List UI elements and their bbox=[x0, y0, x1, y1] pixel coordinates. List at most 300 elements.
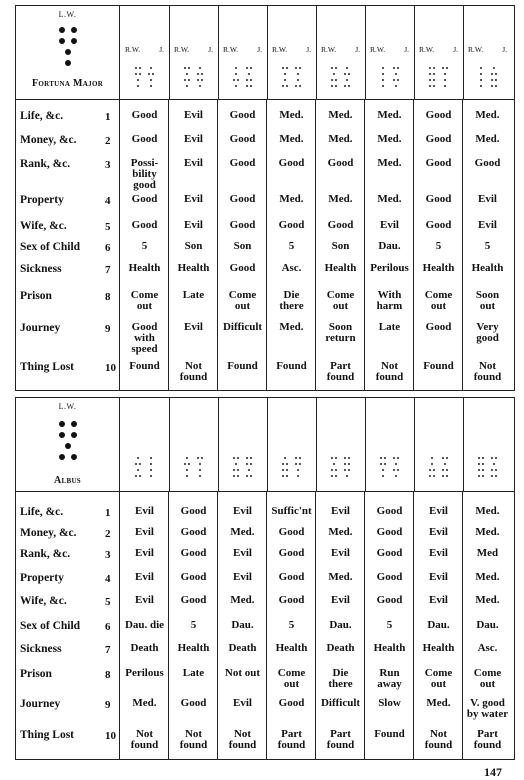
rw-j-labels bbox=[218, 45, 267, 54]
table-cell: Med. bbox=[328, 193, 353, 205]
geomantic-pair bbox=[463, 457, 512, 479]
table-cell: Health bbox=[422, 642, 455, 654]
row-number: 8 bbox=[105, 291, 111, 303]
geomantic-pair bbox=[463, 67, 512, 89]
geo-dot bbox=[248, 73, 250, 75]
table-cell: Good bbox=[278, 571, 305, 583]
geo-dot bbox=[150, 457, 152, 459]
rw-label: R.W. bbox=[223, 45, 239, 54]
geo-dot bbox=[246, 457, 248, 459]
table-cell: 5 bbox=[386, 619, 393, 631]
geo-dot bbox=[348, 73, 350, 75]
rw-figure-icon bbox=[380, 67, 386, 89]
figure-column-header bbox=[267, 397, 317, 491]
rw-label: R.W. bbox=[370, 45, 386, 54]
table-cell: 5 bbox=[435, 240, 442, 252]
geo-dot bbox=[299, 85, 301, 87]
geo-dot bbox=[137, 469, 139, 471]
geo-dot bbox=[480, 67, 482, 69]
table-cell: Med. bbox=[279, 133, 304, 145]
geo-dot bbox=[201, 79, 203, 81]
geo-dot bbox=[150, 85, 152, 87]
geo-dot bbox=[482, 463, 484, 465]
geo-dot bbox=[250, 85, 252, 87]
geo-dot bbox=[446, 475, 448, 477]
table-cell: Not found bbox=[473, 360, 502, 383]
geo-dot bbox=[284, 79, 286, 81]
table-cell: Med. bbox=[377, 157, 402, 169]
geomantic-pair bbox=[414, 67, 463, 89]
table-cell: Late bbox=[378, 321, 401, 333]
table-cell: Not found bbox=[424, 728, 453, 751]
table-cell: Med. bbox=[328, 133, 353, 145]
table-cell: Evil bbox=[331, 547, 350, 559]
table-cell: Possi- bility good bbox=[130, 157, 159, 191]
geo-dot bbox=[184, 67, 186, 69]
row-number: 3 bbox=[105, 549, 111, 561]
page-number: 147 bbox=[484, 765, 502, 779]
rw-figure-icon bbox=[233, 67, 239, 89]
table-cell: Good bbox=[425, 219, 452, 231]
geo-dot bbox=[237, 469, 239, 471]
table-cell: Death bbox=[326, 642, 355, 654]
geo-dot bbox=[295, 463, 297, 465]
geo-dot bbox=[395, 463, 397, 465]
rw-figure-icon bbox=[478, 457, 484, 479]
geo-dot bbox=[186, 73, 188, 75]
j-figure-icon bbox=[393, 67, 399, 89]
geo-dot bbox=[429, 73, 431, 75]
figure-header-cell bbox=[16, 5, 120, 99]
row-number: 8 bbox=[105, 669, 111, 681]
geo-dot bbox=[250, 79, 252, 81]
j-figure-icon bbox=[393, 457, 399, 479]
geo-dot bbox=[250, 67, 252, 69]
table-cell: Found bbox=[129, 360, 160, 372]
figure-dot bbox=[71, 432, 77, 438]
figure-dot bbox=[59, 421, 65, 427]
geo-dot bbox=[344, 85, 346, 87]
table-cell: Good bbox=[474, 157, 501, 169]
geo-dot bbox=[344, 469, 346, 471]
geo-dot bbox=[495, 457, 497, 459]
table-cell: Difficult bbox=[222, 321, 263, 333]
geo-dot bbox=[284, 73, 286, 75]
geo-dot bbox=[135, 73, 137, 75]
geo-dot bbox=[433, 67, 435, 69]
row-label: Prison bbox=[20, 290, 52, 302]
rw-figure-icon bbox=[429, 67, 435, 89]
table-cell: Med. bbox=[475, 594, 500, 606]
geo-dot bbox=[393, 457, 395, 459]
table-cell: Dau. die bbox=[124, 619, 165, 631]
table-cell: Evil bbox=[331, 594, 350, 606]
geo-dot bbox=[444, 463, 446, 465]
geo-dot bbox=[188, 463, 190, 465]
geo-dot bbox=[433, 85, 435, 87]
geo-dot bbox=[246, 79, 248, 81]
geomantic-pair bbox=[316, 457, 365, 479]
table-cell: Not found bbox=[179, 360, 208, 383]
geo-dot bbox=[199, 463, 201, 465]
rw-j-labels bbox=[169, 45, 218, 54]
geomantic-pair bbox=[120, 67, 169, 89]
geo-dot bbox=[393, 79, 395, 81]
figure-dot bbox=[65, 443, 71, 449]
row-number: 7 bbox=[105, 644, 111, 656]
geo-dot bbox=[150, 463, 152, 465]
geo-dot bbox=[297, 79, 299, 81]
rw-label: R.W. bbox=[174, 45, 190, 54]
geo-dot bbox=[346, 79, 348, 81]
rw-figure-icon bbox=[135, 457, 141, 479]
geo-dot bbox=[493, 67, 495, 69]
geo-dot bbox=[188, 79, 190, 81]
lw-label: L.W. bbox=[58, 10, 77, 19]
j-figure-icon bbox=[148, 67, 154, 89]
table-cell: Med. bbox=[328, 526, 353, 538]
geo-dot bbox=[286, 469, 288, 471]
figure-dot bbox=[71, 454, 77, 460]
rw-j-labels bbox=[316, 45, 365, 54]
table-cell: Med. bbox=[377, 193, 402, 205]
rw-figure-icon bbox=[282, 67, 288, 89]
row-number: 2 bbox=[105, 528, 111, 540]
row-label: Sex of Child bbox=[20, 620, 81, 632]
j-label: J. bbox=[355, 45, 360, 54]
geomantic-pair bbox=[120, 457, 169, 479]
row-label: Sex of Child bbox=[20, 241, 81, 253]
geo-dot bbox=[299, 463, 301, 465]
geo-dot bbox=[284, 457, 286, 459]
rw-j-labels bbox=[120, 45, 169, 54]
geo-dot bbox=[188, 67, 190, 69]
figure-dot bbox=[71, 421, 77, 427]
geomantic-pair bbox=[218, 457, 267, 479]
geo-dot bbox=[246, 85, 248, 87]
geo-dot bbox=[137, 79, 139, 81]
table-cell: Not out bbox=[224, 667, 261, 679]
table-cell: Not found bbox=[179, 728, 208, 751]
table-cell: Med. bbox=[279, 193, 304, 205]
geo-dot bbox=[431, 457, 433, 459]
table-cell: Evil bbox=[233, 505, 252, 517]
geo-dot bbox=[397, 67, 399, 69]
table-cell: Good bbox=[278, 157, 305, 169]
table-cell: Run away bbox=[377, 667, 402, 690]
lw-label: L.W. bbox=[58, 402, 77, 411]
table-cell: Evil bbox=[184, 157, 203, 169]
j-label: J. bbox=[306, 45, 311, 54]
j-figure-icon bbox=[442, 457, 448, 479]
geo-dot bbox=[186, 85, 188, 87]
figure-dot bbox=[59, 454, 65, 460]
table-cell: Good bbox=[425, 321, 452, 333]
table-cell: Part found bbox=[326, 360, 355, 383]
geomantic-pair bbox=[169, 457, 218, 479]
table-cell: Good bbox=[425, 109, 452, 121]
table-cell: Good bbox=[376, 526, 403, 538]
geo-dot bbox=[491, 469, 493, 471]
geo-dot bbox=[442, 457, 444, 459]
geo-dot bbox=[344, 463, 346, 465]
geo-dot bbox=[233, 469, 235, 471]
geo-dot bbox=[248, 469, 250, 471]
table-cell: Health bbox=[128, 262, 161, 274]
geo-dot bbox=[295, 67, 297, 69]
rw-j-labels bbox=[365, 45, 414, 54]
table-cell: Come out bbox=[228, 289, 257, 312]
geo-dot bbox=[201, 73, 203, 75]
figure-column-header bbox=[365, 5, 415, 99]
row-label: Property bbox=[20, 194, 64, 206]
j-figure-icon bbox=[344, 457, 350, 479]
table-cell: Med. bbox=[377, 109, 402, 121]
table-cell: Health bbox=[177, 262, 210, 274]
geo-dot bbox=[186, 475, 188, 477]
table-cell: Good bbox=[229, 262, 256, 274]
geo-dot bbox=[335, 469, 337, 471]
geo-dot bbox=[478, 475, 480, 477]
table-cell: Evil bbox=[233, 697, 252, 709]
geo-dot bbox=[331, 67, 333, 69]
table-cell: Evil bbox=[135, 571, 154, 583]
table-cell: 5 bbox=[190, 619, 197, 631]
row-label: Rank, &c. bbox=[20, 548, 71, 560]
rw-figure-icon bbox=[282, 457, 288, 479]
geo-dot bbox=[148, 73, 150, 75]
figure-dot bbox=[71, 27, 77, 33]
figure-column-header bbox=[218, 397, 268, 491]
j-label: J. bbox=[453, 45, 458, 54]
table-cell: 5 bbox=[484, 240, 491, 252]
table-cell: Health bbox=[422, 262, 455, 274]
table-cell: Good bbox=[376, 505, 403, 517]
j-figure-icon bbox=[197, 67, 203, 89]
geo-dot bbox=[493, 463, 495, 465]
geo-dot bbox=[286, 463, 288, 465]
table-cell: Good bbox=[180, 547, 207, 559]
row-number: 9 bbox=[105, 323, 111, 335]
geo-dot bbox=[491, 475, 493, 477]
table-cell: Found bbox=[374, 728, 405, 740]
rw-label: R.W. bbox=[321, 45, 337, 54]
row-number: 3 bbox=[105, 159, 111, 171]
table-cell: Come out bbox=[424, 667, 453, 690]
geo-dot bbox=[382, 67, 384, 69]
geo-dot bbox=[235, 67, 237, 69]
geo-dot bbox=[199, 469, 201, 471]
row-label: Thing Lost bbox=[20, 361, 75, 373]
table-cell: Med. bbox=[377, 133, 402, 145]
table-cell: Evil bbox=[233, 571, 252, 583]
geo-dot bbox=[282, 475, 284, 477]
table-cell: 5 bbox=[141, 240, 148, 252]
table-cell: Med. bbox=[475, 109, 500, 121]
table-cell: Evil bbox=[233, 547, 252, 559]
table-cell: Evil bbox=[429, 547, 448, 559]
table-cell: Perilous bbox=[125, 667, 164, 679]
geo-dot bbox=[286, 475, 288, 477]
geo-dot bbox=[150, 67, 152, 69]
row-label: Journey bbox=[20, 322, 61, 334]
rw-j-labels bbox=[463, 45, 512, 54]
j-figure-icon bbox=[344, 67, 350, 89]
geo-dot bbox=[433, 79, 435, 81]
geo-dot bbox=[495, 79, 497, 81]
geo-dot bbox=[139, 463, 141, 465]
rw-label: R.W. bbox=[272, 45, 288, 54]
geo-dot bbox=[335, 475, 337, 477]
table-cell: V. good by water bbox=[466, 697, 509, 720]
table-cell: Part found bbox=[326, 728, 355, 751]
rw-label: R.W. bbox=[419, 45, 435, 54]
header-band bbox=[16, 5, 514, 100]
row-number: 1 bbox=[105, 507, 111, 519]
geo-dot bbox=[480, 85, 482, 87]
table-cell: Med. bbox=[475, 505, 500, 517]
geo-dot bbox=[282, 67, 284, 69]
figure-column-header bbox=[218, 5, 268, 99]
table-cell: Not found bbox=[130, 728, 159, 751]
j-label: J. bbox=[208, 45, 213, 54]
geo-dot bbox=[382, 469, 384, 471]
j-figure-icon bbox=[148, 457, 154, 479]
geo-dot bbox=[348, 469, 350, 471]
row-label: Journey bbox=[20, 698, 61, 710]
table-cell: Med bbox=[476, 547, 499, 559]
geo-dot bbox=[152, 73, 154, 75]
geo-dot bbox=[348, 457, 350, 459]
geo-dot bbox=[495, 85, 497, 87]
row-label: Prison bbox=[20, 668, 52, 680]
row-label: Life, &c. bbox=[20, 506, 64, 518]
geo-dot bbox=[137, 457, 139, 459]
row-number: 2 bbox=[105, 135, 111, 147]
geo-dot bbox=[333, 73, 335, 75]
row-number: 5 bbox=[105, 596, 111, 608]
table-cell: Good bbox=[229, 109, 256, 121]
table-cell: Med. bbox=[328, 109, 353, 121]
geo-dot bbox=[442, 469, 444, 471]
row-number: 7 bbox=[105, 264, 111, 276]
rw-label: R.W. bbox=[468, 45, 484, 54]
geo-dot bbox=[201, 457, 203, 459]
row-label: Wife, &c. bbox=[20, 220, 67, 232]
j-figure-icon bbox=[246, 457, 252, 479]
table-cell: Son bbox=[233, 240, 252, 252]
row-number: 5 bbox=[105, 221, 111, 233]
geo-dot bbox=[197, 79, 199, 81]
geo-dot bbox=[397, 457, 399, 459]
table-cell: Good bbox=[376, 594, 403, 606]
table-cell: Good bbox=[131, 219, 158, 231]
table-cell: Good bbox=[180, 571, 207, 583]
row-label: Sickness bbox=[20, 643, 62, 655]
j-figure-icon bbox=[295, 67, 301, 89]
geo-dot bbox=[446, 469, 448, 471]
geo-dot bbox=[444, 73, 446, 75]
table-cell: Perilous bbox=[370, 262, 409, 274]
table-cell: Good bbox=[180, 526, 207, 538]
table-cell: Good bbox=[229, 193, 256, 205]
rw-figure-icon bbox=[331, 457, 337, 479]
row-number: 10 bbox=[105, 362, 116, 374]
main-figure-dots bbox=[59, 421, 77, 467]
table-cell: Come out bbox=[473, 667, 502, 690]
geomantic-pair bbox=[414, 457, 463, 479]
table-cell: Evil bbox=[380, 219, 399, 231]
table-cell: With harm bbox=[376, 289, 403, 312]
table-cell: Late bbox=[182, 667, 205, 679]
geo-dot bbox=[297, 469, 299, 471]
row-label: Sickness bbox=[20, 263, 62, 275]
j-label: J. bbox=[404, 45, 409, 54]
figure-column-header bbox=[463, 397, 512, 491]
geo-dot bbox=[429, 469, 431, 471]
geomantic-pair bbox=[365, 457, 414, 479]
j-figure-icon bbox=[295, 457, 301, 479]
row-label: Life, &c. bbox=[20, 110, 64, 122]
geo-dot bbox=[186, 457, 188, 459]
row-number: 1 bbox=[105, 111, 111, 123]
geo-dot bbox=[286, 85, 288, 87]
geo-dot bbox=[429, 67, 431, 69]
geo-dot bbox=[429, 475, 431, 477]
table-cell: Good bbox=[278, 219, 305, 231]
geo-dot bbox=[382, 475, 384, 477]
geo-dot bbox=[444, 85, 446, 87]
rw-j-labels bbox=[267, 45, 316, 54]
table-cell: Part found bbox=[473, 728, 502, 751]
geo-dot bbox=[199, 67, 201, 69]
table-cell: Very good bbox=[476, 321, 499, 344]
table-cell: Die there bbox=[328, 667, 353, 690]
geo-dot bbox=[150, 475, 152, 477]
table-cell: Come out bbox=[326, 289, 355, 312]
geo-dot bbox=[348, 85, 350, 87]
geo-dot bbox=[297, 475, 299, 477]
table-cell: Not found bbox=[228, 728, 257, 751]
geo-dot bbox=[246, 475, 248, 477]
geo-dot bbox=[491, 79, 493, 81]
geo-dot bbox=[429, 85, 431, 87]
geo-dot bbox=[491, 457, 493, 459]
geo-dot bbox=[331, 475, 333, 477]
table-cell: Evil bbox=[184, 133, 203, 145]
table-cell: Med. bbox=[279, 109, 304, 121]
j-label: J. bbox=[159, 45, 164, 54]
table-cell: Good bbox=[229, 133, 256, 145]
row-number: 4 bbox=[105, 573, 111, 585]
geo-dot bbox=[235, 85, 237, 87]
table-cell: Evil bbox=[429, 594, 448, 606]
geo-dot bbox=[299, 67, 301, 69]
geo-dot bbox=[282, 85, 284, 87]
table-cell: Late bbox=[182, 289, 205, 301]
figure-column-header bbox=[120, 5, 170, 99]
figure-name: Fortuna Major bbox=[31, 78, 104, 89]
geo-dot bbox=[199, 475, 201, 477]
rw-figure-icon bbox=[184, 457, 190, 479]
table-cell: Soon out bbox=[475, 289, 500, 312]
geo-dot bbox=[135, 67, 137, 69]
table-cell: Good bbox=[278, 697, 305, 709]
rw-figure-icon bbox=[135, 67, 141, 89]
geo-dot bbox=[335, 79, 337, 81]
geo-dot bbox=[442, 475, 444, 477]
geo-dot bbox=[480, 73, 482, 75]
